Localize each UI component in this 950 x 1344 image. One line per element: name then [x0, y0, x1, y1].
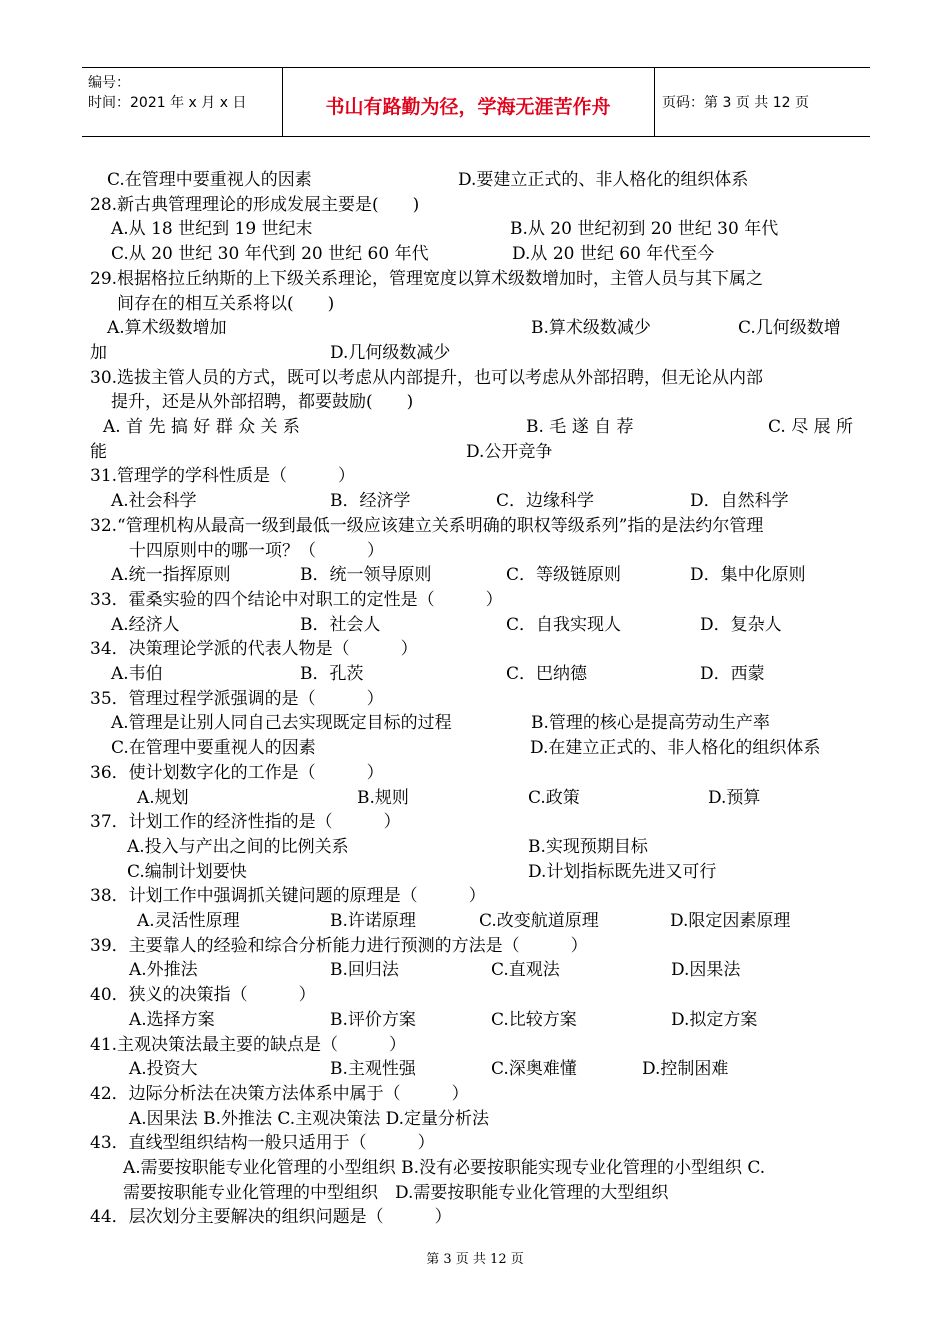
text-line: A.需要按职能专业化管理的小型组织 B.没有必要按职能实现专业化管理的小型组织 C. — [123, 1158, 766, 1178]
text-line: D．集中化原则 — [690, 565, 806, 586]
text-line: B.评价方案 — [330, 1009, 416, 1030]
text-line: C. 尽 展 所 — [768, 417, 854, 437]
text-line: D.因果法 — [671, 960, 741, 981]
text-line: D.在建立正式的、非人格化的组织体系 — [530, 738, 821, 759]
text-line: 38．计划工作中强调抓关键问题的原理是（ ） — [90, 886, 486, 907]
text-line: 32.“管理机构从最高一级到最低一级应该建立关系明确的职权等级系列”指的是法约尔管理 — [90, 515, 764, 536]
text-line: D.从 20 世纪 60 年代至今 — [512, 244, 715, 265]
text-line: 44．层次划分主要解决的组织问题是（ ） — [90, 1207, 452, 1228]
text-line: A.社会科学 — [111, 491, 197, 512]
text-line: D.预算 — [708, 787, 761, 808]
header-motto: 书山有路勤为径，学海无涯苦作舟 — [325, 96, 611, 118]
page-header — [82, 67, 870, 137]
text-line: A.管理是让别人同自己去实现既定目标的过程 — [111, 713, 452, 734]
text-line: C.深奥难懂 — [491, 1059, 577, 1080]
text-line: C.编制计划要快 — [127, 861, 247, 882]
text-line: D.计划指标既先进又可行 — [528, 861, 717, 882]
text-line: B．经济学 — [330, 491, 411, 512]
text-line: C．等级链原则 — [506, 565, 622, 586]
text-line: 30.选拔主管人员的方式，既可以考虑从内部提升，也可以考虑从外部招聘，但无论从内部 — [90, 367, 764, 388]
text-line: A.经济人 — [111, 614, 180, 635]
text-line: A.因果法 B.外推法 C.主观决策法 D.定量分析法 — [129, 1108, 490, 1129]
text-line: B.从 20 世纪初到 20 世纪 30 年代 — [510, 219, 779, 240]
text-line: A.选择方案 — [129, 1009, 215, 1030]
text-line: 加 — [90, 342, 107, 363]
text-line: A.算术级数增加 — [107, 318, 227, 339]
text-line: 35．管理过程学派强调的是（ ） — [90, 688, 384, 709]
text-line: C．边缘科学 — [496, 491, 595, 512]
header-page-info: 页码：第 3 页 共 12 页 — [662, 95, 809, 111]
date-label: 时间：2021 年 x 月 x 日 — [88, 95, 247, 111]
text-line: B．社会人 — [300, 614, 381, 635]
header-divider — [282, 68, 283, 136]
text-line: A.投资大 — [129, 1059, 198, 1080]
text-line: D．自然科学 — [690, 491, 789, 512]
text-line: A.韦伯 — [111, 664, 163, 684]
text-line: B．统一领导原则 — [300, 565, 432, 586]
text-line: D.控制困难 — [642, 1059, 729, 1080]
text-line: 29.根据格拉丘纳斯的上下级关系理论，管理宽度以算术级数增加时，主管人员与其下属之 — [90, 268, 764, 289]
text-line: A.规划 — [137, 787, 189, 808]
text-line: 42．边际分析法在决策方法体系中属于（ ） — [90, 1083, 469, 1104]
header-meta — [88, 73, 246, 113]
text-line: D．复杂人 — [700, 614, 782, 635]
text-line: C.在管理中要重视人的因素 — [111, 738, 316, 759]
text-line: 提升，还是从外部招聘，都要鼓励( ) — [111, 392, 414, 413]
text-line: B．孔茨 — [300, 664, 364, 684]
text-line: 28.新古典管理理论的形成发展主要是( ) — [90, 194, 420, 215]
text-line: B.算术级数减少 — [531, 318, 651, 339]
text-line: A.灵活性原理 — [137, 911, 240, 931]
text-line: 41.主观决策法最主要的缺点是（ ） — [90, 1034, 407, 1055]
text-line: B.实现预期目标 — [528, 836, 648, 857]
text-line: C.改变航道原理 — [479, 911, 599, 931]
text-line: A. 首 先 搞 好 群 众 关 系 — [103, 417, 300, 437]
text-line: C.直观法 — [491, 960, 560, 981]
text-line: C．巴纳德 — [506, 664, 588, 684]
text-line: 40．狭义的决策指（ ） — [90, 985, 316, 1006]
page-footer: 第 3 页 共 12 页 — [426, 1252, 524, 1267]
text-line: A.从 18 世纪到 19 世纪末 — [111, 219, 313, 240]
text-line: A.统一指挥原则 — [111, 565, 231, 586]
text-line: 需要按职能专业化管理的中型组织 D.需要按职能专业化管理的大型组织 — [123, 1182, 669, 1203]
text-line: A.外推法 — [129, 960, 198, 981]
text-line: 43．直线型组织结构一般只适用于（ ） — [90, 1133, 435, 1154]
text-line: C.在管理中要重视人的因素 — [107, 170, 312, 190]
text-line: B.主观性强 — [330, 1059, 416, 1080]
text-line: D.拟定方案 — [671, 1009, 758, 1030]
text-line: 31.管理学的学科性质是（ ） — [90, 466, 356, 487]
serial-label: 编号： — [88, 75, 130, 91]
text-line: A.投入与产出之间的比例关系 — [127, 836, 349, 857]
text-line: D.几何级数减少 — [330, 342, 451, 363]
text-line: 39．主要靠人的经验和综合分析能力进行预测的方法是（ ） — [90, 935, 588, 956]
text-line: D．西蒙 — [700, 664, 765, 684]
text-line: 间存在的相互关系将以( ) — [117, 293, 335, 314]
text-line: C.从 20 世纪 30 年代到 20 世纪 60 年代 — [111, 244, 429, 265]
text-line: B.管理的核心是提高劳动生产率 — [531, 713, 770, 734]
text-line: 33．霍桑实验的四个结论中对职工的定性是（ ） — [90, 589, 503, 610]
text-line: C.几何级数增 — [738, 318, 841, 339]
text-line: D.限定因素原理 — [670, 911, 791, 931]
text-line: B. 毛 遂 自 荐 — [526, 417, 634, 437]
text-line: 37．计划工作的经济性指的是（ ） — [90, 812, 401, 833]
text-line: B.许诺原理 — [330, 911, 416, 931]
header-divider — [654, 68, 655, 136]
text-line: 十四原则中的哪一项？（ ） — [129, 540, 384, 561]
text-line: B.回归法 — [330, 960, 399, 981]
text-line: 能 — [90, 441, 107, 462]
text-line: 34．决策理论学派的代表人物是（ ） — [90, 639, 418, 660]
text-line: C.政策 — [528, 787, 580, 808]
text-line: 36．使计划数字化的工作是（ ） — [90, 762, 384, 783]
text-line: C.比较方案 — [491, 1009, 577, 1030]
text-line: C．自我实现人 — [506, 614, 622, 635]
text-line: D.要建立正式的、非人格化的组织体系 — [458, 170, 749, 190]
text-line: B.规则 — [357, 787, 409, 808]
text-line: D.公开竞争 — [466, 441, 553, 462]
